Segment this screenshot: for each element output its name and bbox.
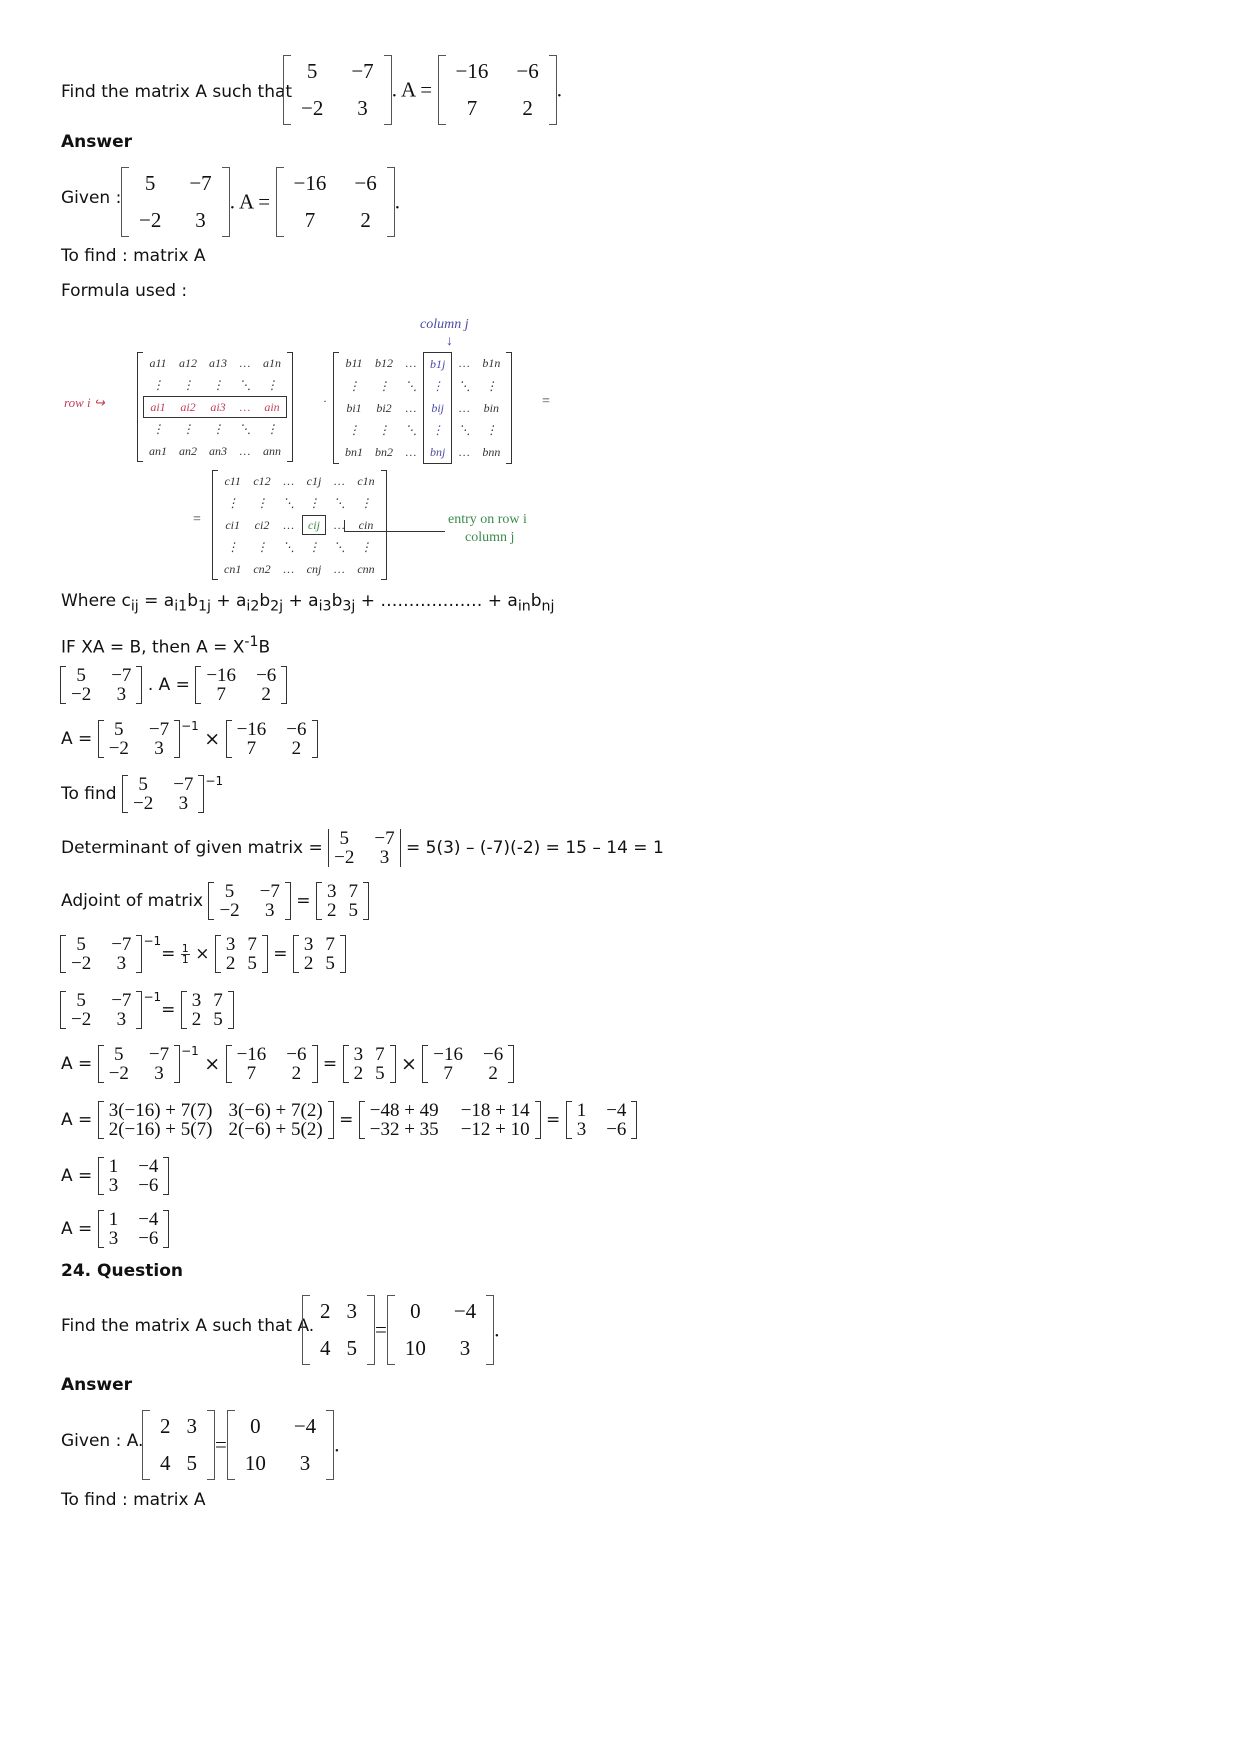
- q24-question-equation: 2 3 4 5 = 0 −4 10 3 .: [302, 1295, 499, 1365]
- q24-given-label: Given : A.: [61, 1431, 144, 1451]
- entry-pointer-line: [344, 520, 445, 532]
- inverse-computation: 5 −7 −2 3 $^{-1}$= $\frac{1}{1}$ × 3 7 2 5 = 3 7 2 5: [60, 935, 346, 973]
- if-rule: IF XA = B, then $A = X^{-1}B$: [61, 634, 271, 658]
- q24-answer-heading: Answer: [61, 1375, 132, 1395]
- given-equation: 5 −7 −2 3 . A = −16 −6 7 2 .: [121, 167, 400, 237]
- matrix-b: −16 −6 7 2: [438, 55, 557, 125]
- arrow-down-icon: ↓: [446, 334, 453, 349]
- entry-label-2: column j: [465, 530, 515, 545]
- formula-used: Formula used :: [61, 281, 188, 301]
- equation-xa-b: 5 −7 −2 3 . A = −16 −6 7 2: [60, 666, 287, 704]
- to-find: To find : matrix A: [61, 246, 206, 266]
- adjoint-line: Adjoint of matrix 5 −7 −2 3 = 3 7 2 5: [61, 882, 369, 920]
- inverse-result: 5 −7 −2 3 $^{-1}$= 3 7 2 5: [60, 991, 234, 1029]
- equation-a-inverse: A = 5 −7 −2 3 $^{-1}$ × −16 −6 7 2: [61, 720, 318, 758]
- determinant-line: Determinant of given matrix = 5 −7 −2 3 = 5(3) – (-7)(-2) = 15 – 14 = 1: [61, 828, 664, 868]
- diagram-dot: ·: [323, 394, 327, 408]
- diagram-matrix-b: b11 b12 … b1j … b1n ⋮ ⋮ ⋱ ⋮ ⋱ ⋮ bi1 bi2 … bij … bin ⋮ ⋮ ⋱ ⋮ ⋱ ⋮ bn1 bn2 … bnj … bnn: [333, 352, 512, 468]
- diagram-equals-2: =: [193, 512, 201, 527]
- q23-question-equation: 5 −7 −2 3 . A = −16 −6 7 2 .: [283, 55, 562, 125]
- q24-given-equation: 2 3 4 5 = 0 −4 10 3 .: [142, 1410, 339, 1480]
- where-formula: Where $c_{ij} = a_{i1}b_{1j} + a_{i2}b_{2j} + a_{i3}b_{3j}$ + ……………… + $a_{in}b_{nj}$: [61, 591, 555, 615]
- given-label: Given :: [61, 188, 122, 208]
- diagram-matrix-c: c11 c12 … c1j … c1n ⋮ ⋮ ⋱ ⋮ ⋱ ⋮ ci1 ci2 … cij … cin ⋮ ⋮ ⋱ ⋮ ⋱ ⋮ cn1 cn2 … cnj … cnn: [212, 470, 387, 584]
- result-a-2: A = 1 −4 3 −6: [61, 1210, 169, 1248]
- equation-a-product: A = 5 −7 −2 3 $^{-1}$ × −16 −6 7 2 = 3 7 2 5 × −16 −6 7 2: [61, 1045, 514, 1083]
- to-find-inverse: To find 5 −7 −2 3 $^{-1}$: [61, 774, 224, 814]
- diagram-column-label: column j: [420, 317, 469, 332]
- entry-label-1: entry on row i: [448, 512, 527, 527]
- answer-heading: Answer: [61, 132, 132, 152]
- q24-to-find: To find : matrix A: [61, 1490, 206, 1510]
- diagram-matrix-a: a11 a12 a13 … a1n ⋮ ⋮ ⋮ ⋱ ⋮ ai1 ai2 ai3 … ain ⋮ ⋮ ⋮ ⋱ ⋮ an1 an2 an3 … ann: [137, 352, 293, 466]
- diagram-row-label: row i ↪: [64, 395, 105, 410]
- result-a-1: A = 1 −4 3 −6: [61, 1157, 169, 1195]
- q24-question-text: Find the matrix A such that A.: [61, 1316, 315, 1336]
- equation-a-expanded: A = 3(−16) + 7(7) 3(−6) + 7(2) 2(−16) + 5(7) 2(−6) + 5(2) = −48 + 49 −18 + 14 −32 + 35 −12 + 10 = 1 −4 3 −6: [61, 1101, 637, 1139]
- matrix-x: 5 −7 −2 3: [283, 55, 392, 125]
- q23-question-text: Find the matrix A such that: [61, 82, 293, 102]
- q24-heading: 24. Question: [61, 1261, 183, 1281]
- diagram-equals: =: [542, 394, 550, 409]
